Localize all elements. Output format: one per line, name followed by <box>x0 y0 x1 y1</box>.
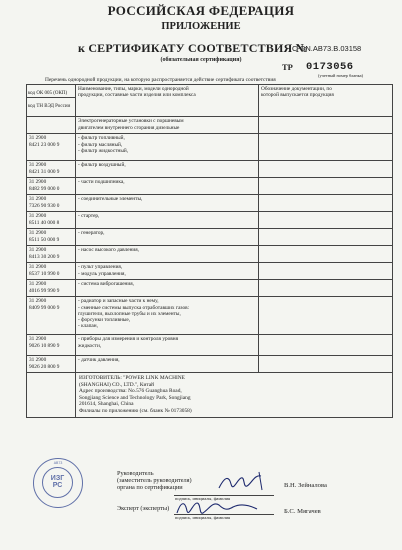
product-docs <box>259 335 393 356</box>
product-codes: 31 2900 4016 99 990 9 <box>27 280 76 297</box>
certification-stamp <box>33 458 83 508</box>
product-codes: 31 2900 9026 10 890 9 <box>27 335 76 356</box>
product-name: - фильтр воздушный, <box>76 161 259 178</box>
product-docs <box>259 280 393 297</box>
column-header-name: Наименование, типы, марки, модели однородной продукции, составные части изделия или комплекса <box>76 85 259 117</box>
product-codes: 31 2900 8413 30 200 9 <box>27 246 76 263</box>
product-codes: 31 2900 8537 10 990 0 <box>27 263 76 280</box>
head-signature-caption: подпись, инициалы, фамилия <box>175 496 231 501</box>
certification-type: (обязательная сертификация) <box>160 57 242 63</box>
blank-number-note: (учетный номер бланка) <box>318 73 364 78</box>
blank-series: ТР <box>282 62 293 72</box>
product-docs <box>259 178 393 195</box>
product-name: - датчик давления, <box>76 356 259 373</box>
product-codes: 31 2900 8511 50 000 9 <box>27 229 76 246</box>
table-row <box>27 263 393 280</box>
product-docs <box>259 246 393 263</box>
product-codes: 31 2900 8511 40 000 8 <box>27 212 76 229</box>
product-name: - соединительные элементы, <box>76 195 259 212</box>
table-row <box>27 178 393 195</box>
table-row <box>27 335 393 356</box>
header-appendix: ПРИЛОЖЕНИЕ <box>161 21 241 32</box>
product-docs <box>259 161 393 178</box>
product-name: - стартер, <box>76 212 259 229</box>
header-federation: РОССИЙСКАЯ ФЕДЕРАЦИЯ <box>107 3 295 18</box>
product-name: - генератор, <box>76 229 259 246</box>
table-row <box>27 356 393 373</box>
table-header-row <box>27 85 393 117</box>
manufacturer-row <box>27 373 393 418</box>
product-codes: 31 2900 8421 23 000 9 <box>27 134 76 161</box>
product-name: - насос высокого давления, <box>76 246 259 263</box>
table-row <box>27 246 393 263</box>
head-signatory-name: В.Н. Зейналова <box>284 482 327 489</box>
product-name: - фильтр топливный, - фильтр масляный, - фильтр жидкостный, <box>76 134 259 161</box>
product-docs <box>259 229 393 246</box>
stamp-center-text: ИЗГ РС <box>50 475 65 490</box>
product-docs <box>259 134 393 161</box>
table-row <box>27 161 393 178</box>
manufacturer-code-cell <box>27 373 76 418</box>
table-row <box>27 229 393 246</box>
header-title: к СЕРТИФИКАТУ СООТВЕТСТВИЯ № <box>78 41 308 55</box>
table-row <box>27 134 393 161</box>
product-codes: 31 2900 8409 99 000 9 <box>27 297 76 335</box>
products-table <box>26 84 393 418</box>
products-intro: Перечень однородной продукции, на которую распространяется действие сертификата соответствия <box>45 77 276 83</box>
column-header-tnved: код ТН ВЭД России <box>28 104 71 110</box>
expert-signature-caption: подпись, инициалы, фамилия <box>175 515 231 520</box>
stamp-code: AB73 <box>53 461 63 465</box>
product-docs <box>259 297 393 335</box>
column-header-docs: Обозначение документации, по которой выпускается продукция <box>259 85 393 117</box>
product-name: - система виброгашения, <box>76 280 259 297</box>
blank-number: 0173056 <box>306 61 354 73</box>
product-codes: 31 2900 7326 90 930 0 <box>27 195 76 212</box>
product-name: - части подшипника, <box>76 178 259 195</box>
head-signatory-title: Руководитель (заместитель руководителя) органа по сертификации <box>117 470 192 491</box>
product-codes: 31 2900 8482 99 000 0 <box>27 178 76 195</box>
table-row <box>27 117 393 134</box>
product-docs <box>259 117 393 134</box>
manufacturer-info: ИЗГОТОВИТЕЛЬ: "POWER LINK MACHINE (SHANGHAI) CO., LTD.", Китай Адрес производства: No.576 Guanghua Road, Songjiang Science and Technology Park, Songjiang 201614, Shanghai, China Филиалы по приложению (см. бланк № 0173058) <box>76 373 393 418</box>
product-docs <box>259 195 393 212</box>
table-row <box>27 297 393 335</box>
expert-signature <box>175 497 270 522</box>
product-docs <box>259 356 393 373</box>
product-name: - радиатор и запасные части к нему, - сменные системы выпуска отработавших газов: глушители, выхлопные трубы и их элементы, - форсунки топливные, - клапан, <box>76 297 259 335</box>
product-docs <box>259 263 393 280</box>
table-row <box>27 212 393 229</box>
column-header-okp: код ОК 005 (ОКП) <box>27 91 75 98</box>
product-name: - пульт управления, - модуль управления, <box>76 263 259 280</box>
expert-title: Эксперт (эксперты) <box>117 505 170 512</box>
certificate-number: C-CN.AB73.B.03158 <box>292 44 362 53</box>
product-codes <box>27 117 76 134</box>
product-name: Электрогенераторные установки с поршневым двигателем внутреннего сгорания дизельные <box>76 117 259 134</box>
product-codes: 31 2900 8421 31 000 9 <box>27 161 76 178</box>
column-header-codes <box>27 85 76 117</box>
expert-name: Б.С. Мягачев <box>284 508 321 515</box>
stamp-center <box>42 467 73 498</box>
product-docs <box>259 212 393 229</box>
product-name: - приборы для измерения и контроля уровня жидкости, <box>76 335 259 356</box>
table-row <box>27 195 393 212</box>
table-row <box>27 280 393 297</box>
product-codes: 31 2900 9026 20 800 9 <box>27 356 76 373</box>
